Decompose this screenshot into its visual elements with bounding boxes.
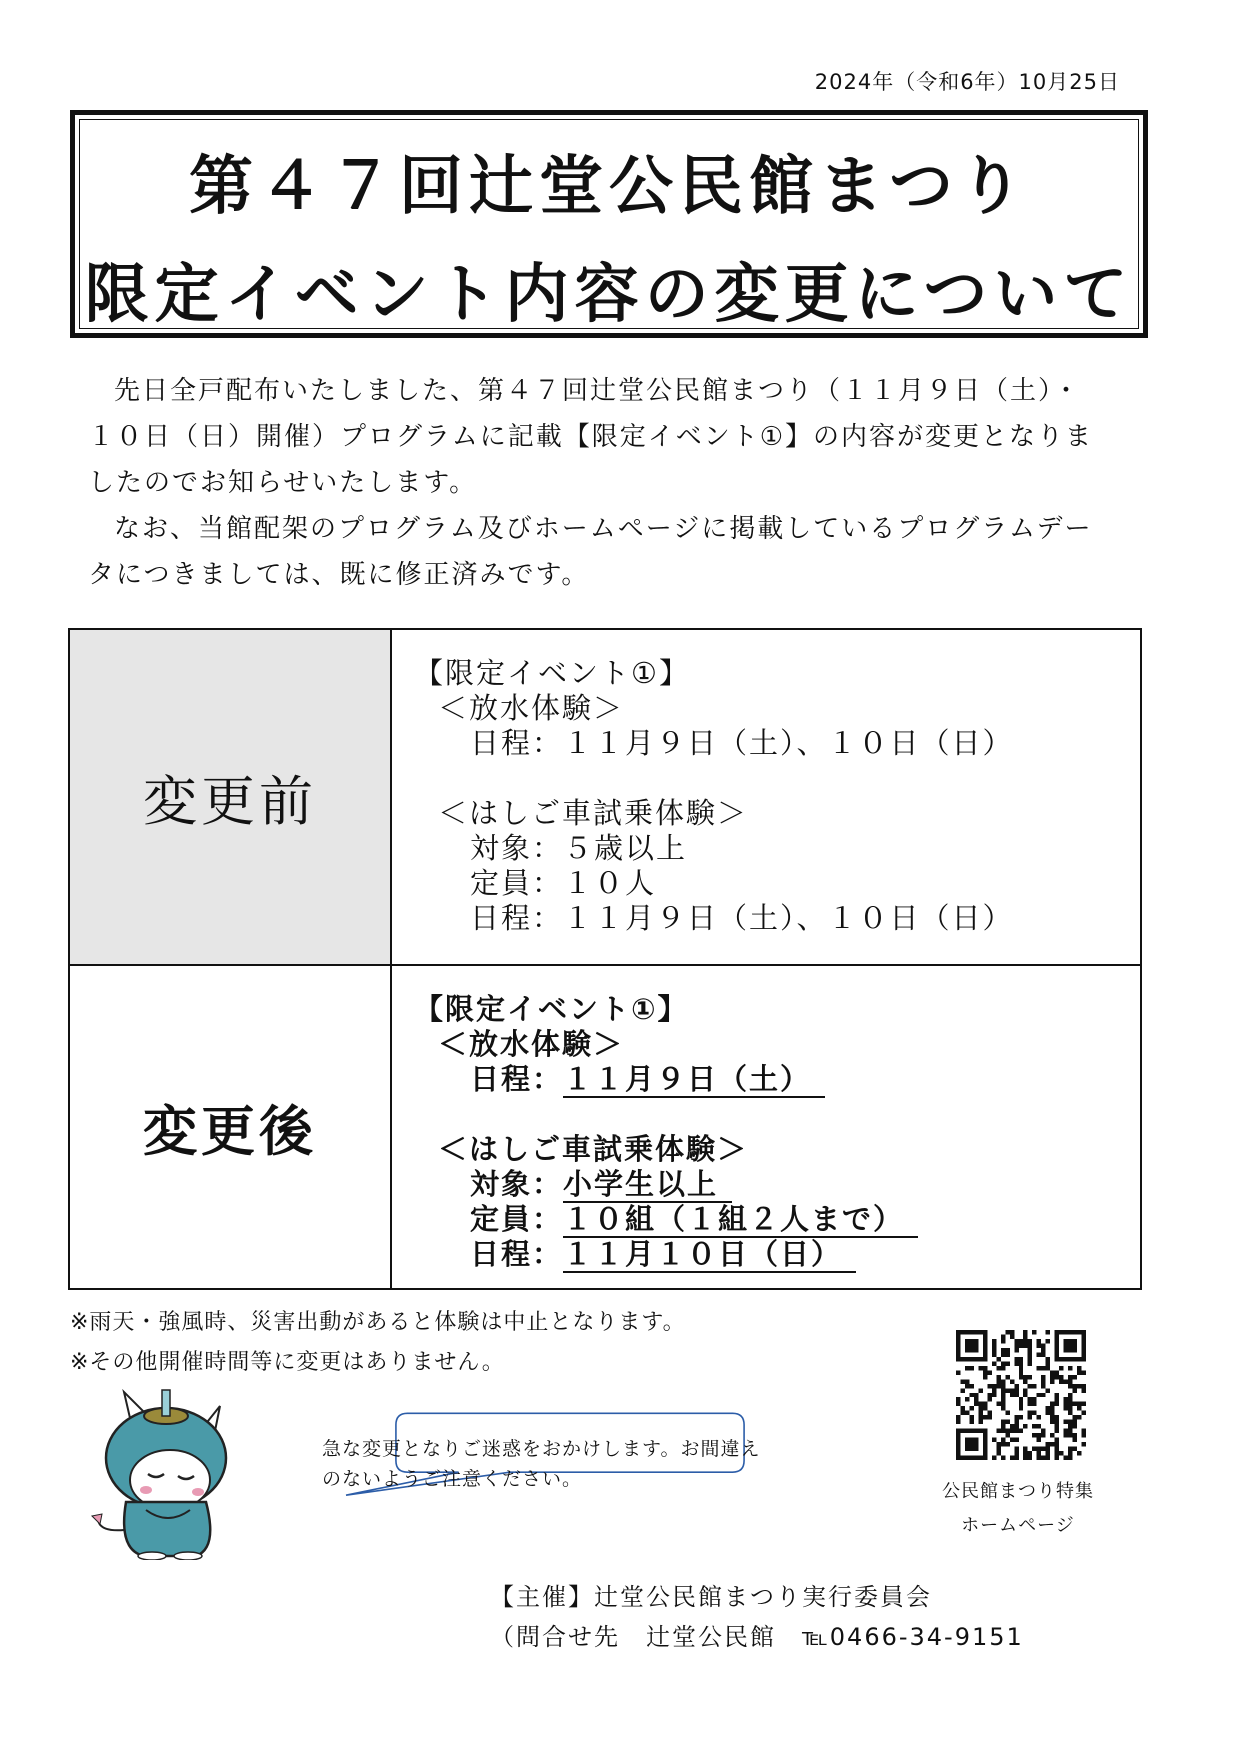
title-box bbox=[70, 110, 1148, 338]
before-ladder-target: 対象：５歳以上 bbox=[470, 831, 688, 865]
footer-organizer: 【主催】辻堂公民館まつり実行委員会 bbox=[490, 1583, 932, 1611]
note-1: ※雨天・強風時、災害出動があると体験は中止となります。 bbox=[70, 1310, 686, 1335]
intro-p1-line3: したのでお知らせいたします。 bbox=[88, 468, 478, 498]
before-ladder-title: ＜はしご車試乗体験＞ bbox=[438, 796, 749, 830]
after-row bbox=[69, 965, 1141, 1289]
after-hosui-title: ＜放水体験＞ bbox=[438, 1027, 625, 1061]
after-content bbox=[391, 965, 1141, 1289]
issue-date: 2024年（令和6年）10月25日 bbox=[814, 70, 1120, 94]
after-event-title: 【限定イベント①】 bbox=[414, 992, 689, 1026]
before-ladder-capacity: 定員：１０人 bbox=[470, 866, 657, 900]
title-line-2: 限定イベント内容の変更について bbox=[84, 258, 1134, 332]
after-hosui-schedule-value: １１月９日（土） bbox=[563, 1062, 825, 1098]
after-label: 変更後 bbox=[69, 965, 391, 1289]
after-ladder-title: ＜はしご車試乗体験＞ bbox=[438, 1132, 749, 1166]
footer bbox=[490, 1577, 1024, 1657]
bubble-line-1: 急な変更となりご迷惑をおかけします。お間違え bbox=[322, 1438, 761, 1460]
after-ladder-target: 対象：小学生以上 bbox=[414, 1167, 1140, 1202]
after-ladder-schedule-value: １１月１０日（日） bbox=[563, 1237, 856, 1273]
after-ladder-schedule: 日程：１１月１０日（日） bbox=[414, 1237, 1140, 1272]
before-hosui-schedule: 日程：１１月９日（土）、１０日（日） bbox=[470, 726, 1014, 760]
after-ladder-capacity-value: １０組（１組２人まで） bbox=[563, 1202, 918, 1238]
before-ladder-schedule: 日程：１１月９日（土）、１０日（日） bbox=[470, 901, 1014, 935]
before-row bbox=[69, 629, 1141, 965]
before-hosui-title: ＜放水体験＞ bbox=[438, 691, 625, 725]
intro-text bbox=[88, 368, 1128, 598]
after-hosui-schedule: 日程：１１月９日（土） bbox=[414, 1062, 1140, 1097]
change-table bbox=[68, 628, 1142, 1290]
before-content bbox=[391, 629, 1141, 965]
footer-contact: （問合せ先 辻堂公民館 ℡0466-34-9151 bbox=[490, 1623, 1024, 1651]
intro-p2-line1: なお、当館配架のプログラム及びホームページに掲載しているプログラムデー bbox=[114, 514, 1093, 544]
intro-p1-line2: １０日（日）開催）プログラムに記載【限定イベント①】の内容が変更となりま bbox=[88, 422, 1094, 452]
note-2: ※その他開催時間等に変更はありません。 bbox=[70, 1350, 505, 1375]
after-ladder-capacity: 定員：１０組（１組２人まで） bbox=[414, 1202, 1140, 1237]
qr-code-icon bbox=[956, 1330, 1086, 1460]
before-label: 変更前 bbox=[69, 629, 391, 965]
intro-p2-line2: タにつきましては、既に修正済みです。 bbox=[88, 560, 590, 590]
after-ladder-target-value: 小学生以上 bbox=[563, 1167, 732, 1203]
speech-bubble-text bbox=[322, 1434, 822, 1494]
intro-p1-line1: 先日全戸配布いたしました、第４７回辻堂公民館まつり（１１月９日（土）・ bbox=[114, 376, 1082, 406]
mascot-icon bbox=[86, 1380, 236, 1560]
qr-caption-line-2: ホームページ bbox=[961, 1515, 1075, 1536]
qr-caption bbox=[920, 1475, 1116, 1543]
qr-caption-line-1: 公民館まつり特集 bbox=[942, 1481, 1094, 1502]
notes bbox=[70, 1303, 686, 1383]
before-event-title: 【限定イベント①】 bbox=[414, 656, 690, 690]
bubble-line-2: のないようご注意ください。 bbox=[322, 1468, 583, 1490]
title-line-1: 第４７回辻堂公民館まつり bbox=[189, 150, 1029, 224]
